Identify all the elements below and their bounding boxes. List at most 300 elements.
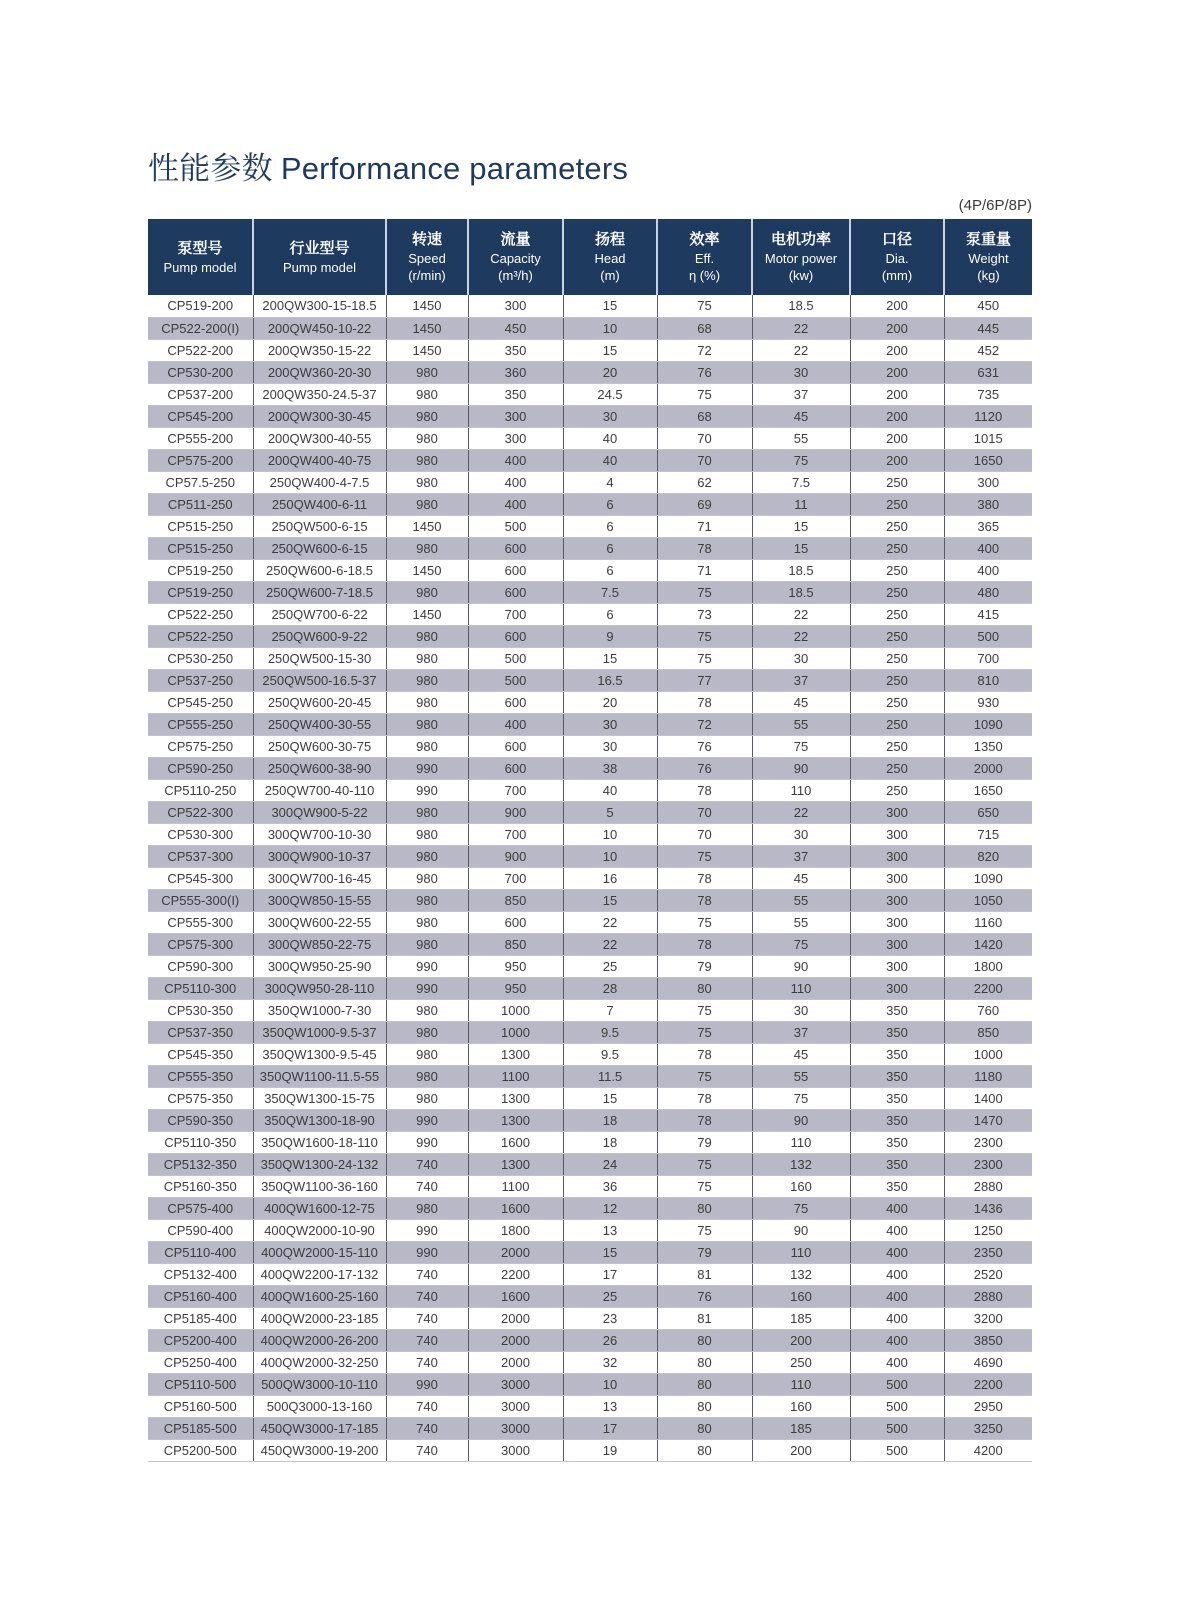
cell: 10 <box>563 1373 657 1395</box>
cell: 350 <box>850 999 944 1021</box>
cell: 500 <box>468 647 563 669</box>
cell: 13 <box>563 1219 657 1241</box>
cell: 980 <box>386 801 468 823</box>
cell: 16.5 <box>563 669 657 691</box>
table-row <box>148 999 1032 1021</box>
column-header-zh: 效率 <box>689 231 720 248</box>
cell: 77 <box>657 669 752 691</box>
cell: 2950 <box>944 1395 1032 1417</box>
cell: 1015 <box>944 427 1032 449</box>
cell: 1470 <box>944 1109 1032 1131</box>
table-row <box>148 757 1032 779</box>
cell: CP519-200 <box>148 295 253 317</box>
cell: 30 <box>563 405 657 427</box>
cell: 500 <box>468 669 563 691</box>
cell: 2200 <box>468 1263 563 1285</box>
cell: 12 <box>563 1197 657 1219</box>
cell: 1450 <box>386 603 468 625</box>
cell: 2000 <box>468 1351 563 1373</box>
cell: 350QW1100-11.5-55 <box>253 1065 386 1087</box>
cell: 360 <box>468 361 563 383</box>
cell: 200 <box>752 1329 850 1351</box>
cell: 78 <box>657 1087 752 1109</box>
column-header-unit: (m) <box>600 268 620 283</box>
cell: 400QW2000-10-90 <box>253 1219 386 1241</box>
cell: 78 <box>657 933 752 955</box>
cell: 250 <box>850 559 944 581</box>
table-row <box>148 361 1032 383</box>
cell: 250 <box>850 713 944 735</box>
cell: 980 <box>386 933 468 955</box>
cell: 80 <box>657 1351 752 1373</box>
cell: CP590-400 <box>148 1219 253 1241</box>
cell: 6 <box>563 537 657 559</box>
cell: 400 <box>468 713 563 735</box>
cell: 400 <box>850 1351 944 1373</box>
cell: 200QW300-30-45 <box>253 405 386 427</box>
cell: 2300 <box>944 1153 1032 1175</box>
cell: CP5132-350 <box>148 1153 253 1175</box>
cell: CP522-200 <box>148 339 253 361</box>
cell: 36 <box>563 1175 657 1197</box>
column-header-unit: (m³/h) <box>498 268 533 283</box>
column-header-zh: 转速 <box>411 231 442 248</box>
cell: 1050 <box>944 889 1032 911</box>
table-row <box>148 1087 1032 1109</box>
cell: 740 <box>386 1395 468 1417</box>
cell: 30 <box>752 647 850 669</box>
table-row <box>148 1329 1032 1351</box>
cell: 400 <box>850 1307 944 1329</box>
table-row <box>148 1065 1032 1087</box>
cell: 75 <box>657 911 752 933</box>
cell: 10 <box>563 823 657 845</box>
cell: 980 <box>386 823 468 845</box>
cell: 250 <box>850 647 944 669</box>
cell: 700 <box>468 603 563 625</box>
cell: 600 <box>468 537 563 559</box>
cell: 75 <box>657 1021 752 1043</box>
cell: 3250 <box>944 1417 1032 1439</box>
cell: 110 <box>752 1241 850 1263</box>
column-header-7 <box>850 219 944 295</box>
table-row <box>148 1373 1032 1395</box>
cell: 30 <box>752 823 850 845</box>
cell: 980 <box>386 1197 468 1219</box>
cell: 250QW600-30-75 <box>253 735 386 757</box>
cell: 740 <box>386 1351 468 1373</box>
cell: 715 <box>944 823 1032 845</box>
catalog-page <box>148 143 1032 1462</box>
cell: 185 <box>752 1307 850 1329</box>
cell: 650 <box>944 801 1032 823</box>
cell: 80 <box>657 1395 752 1417</box>
cell: 250QW600-9-22 <box>253 625 386 647</box>
cell: 1350 <box>944 735 1032 757</box>
cell: CP522-250 <box>148 603 253 625</box>
cell: 40 <box>563 779 657 801</box>
cell: 19 <box>563 1439 657 1461</box>
cell: 1090 <box>944 713 1032 735</box>
column-header-en: Capacity <box>490 251 541 266</box>
cell: 1420 <box>944 933 1032 955</box>
cell: 250QW600-38-90 <box>253 757 386 779</box>
cell: 132 <box>752 1263 850 1285</box>
column-header-3 <box>468 219 563 295</box>
cell: 400QW2000-26-200 <box>253 1329 386 1351</box>
cell: 250QW700-6-22 <box>253 603 386 625</box>
cell: 22 <box>752 603 850 625</box>
column-header-unit: (kg) <box>977 268 1000 283</box>
cell: 452 <box>944 339 1032 361</box>
cell: 250 <box>850 669 944 691</box>
cell: 990 <box>386 1219 468 1241</box>
cell: 1300 <box>468 1087 563 1109</box>
cell: 250 <box>850 757 944 779</box>
cell: 110 <box>752 977 850 999</box>
cell: 980 <box>386 735 468 757</box>
cell: 15 <box>563 295 657 317</box>
cell: 3000 <box>468 1439 563 1461</box>
cell: 450 <box>944 295 1032 317</box>
cell: 350 <box>850 1153 944 1175</box>
cell: 200 <box>850 317 944 339</box>
cell: 250QW600-7-18.5 <box>253 581 386 603</box>
cell: 110 <box>752 1373 850 1395</box>
cell: CP5110-250 <box>148 779 253 801</box>
pole-configuration-note: (4P/6P/8P) <box>958 197 1032 214</box>
cell: 600 <box>468 911 563 933</box>
cell: CP545-200 <box>148 405 253 427</box>
cell: CP5132-400 <box>148 1263 253 1285</box>
cell: CP555-350 <box>148 1065 253 1087</box>
column-header-en: Speed <box>408 251 446 266</box>
cell: 10 <box>563 845 657 867</box>
cell: 350QW1100-36-160 <box>253 1175 386 1197</box>
cell: 2350 <box>944 1241 1032 1263</box>
cell: 45 <box>752 1043 850 1065</box>
cell: 990 <box>386 1109 468 1131</box>
cell: 250 <box>850 735 944 757</box>
cell: CP5160-500 <box>148 1395 253 1417</box>
cell: 740 <box>386 1285 468 1307</box>
cell: 740 <box>386 1175 468 1197</box>
cell: 990 <box>386 1131 468 1153</box>
cell: 300QW700-16-45 <box>253 867 386 889</box>
cell: CP515-250 <box>148 515 253 537</box>
cell: 1000 <box>468 1021 563 1043</box>
cell: 400 <box>468 493 563 515</box>
table-row <box>148 427 1032 449</box>
table-row <box>148 1109 1032 1131</box>
cell: 17 <box>563 1263 657 1285</box>
cell: 980 <box>386 647 468 669</box>
cell: 400 <box>850 1197 944 1219</box>
cell: 600 <box>468 757 563 779</box>
cell: 631 <box>944 361 1032 383</box>
cell: 1400 <box>944 1087 1032 1109</box>
cell: 45 <box>752 867 850 889</box>
column-header-en: Pump model <box>283 259 356 275</box>
cell: 72 <box>657 713 752 735</box>
cell: 200 <box>850 427 944 449</box>
cell: 200 <box>850 449 944 471</box>
table-row <box>148 1197 1032 1219</box>
cell: 300 <box>944 471 1032 493</box>
cell: 160 <box>752 1395 850 1417</box>
cell: 300 <box>468 427 563 449</box>
cell: 300QW700-10-30 <box>253 823 386 845</box>
cell: CP545-350 <box>148 1043 253 1065</box>
cell: 6 <box>563 515 657 537</box>
cell: 400 <box>850 1219 944 1241</box>
cell: CP519-250 <box>148 581 253 603</box>
cell: 81 <box>657 1307 752 1329</box>
cell: 980 <box>386 1043 468 1065</box>
table-row <box>148 537 1032 559</box>
cell: 250QW400-30-55 <box>253 713 386 735</box>
cell: 9.5 <box>563 1043 657 1065</box>
table-row <box>148 933 1032 955</box>
cell: 1800 <box>468 1219 563 1241</box>
cell: 300QW850-15-55 <box>253 889 386 911</box>
cell: 3850 <box>944 1329 1032 1351</box>
cell: 78 <box>657 779 752 801</box>
cell: 6 <box>563 603 657 625</box>
cell: 73 <box>657 603 752 625</box>
table-row <box>148 845 1032 867</box>
cell: 25 <box>563 955 657 977</box>
cell: 200QW300-15-18.5 <box>253 295 386 317</box>
cell: 400 <box>850 1263 944 1285</box>
column-header-6 <box>752 219 850 295</box>
cell: 110 <box>752 779 850 801</box>
cell: 55 <box>752 713 850 735</box>
cell: 740 <box>386 1263 468 1285</box>
cell: 700 <box>468 823 563 845</box>
table-row <box>148 1285 1032 1307</box>
cell: 37 <box>752 845 850 867</box>
table-row <box>148 1417 1032 1439</box>
cell: 75 <box>657 1219 752 1241</box>
cell: 980 <box>386 405 468 427</box>
column-header-4 <box>563 219 657 295</box>
cell: 450 <box>468 317 563 339</box>
cell: 250QW500-16.5-37 <box>253 669 386 691</box>
cell: 850 <box>468 889 563 911</box>
cell: 450QW3000-19-200 <box>253 1439 386 1461</box>
table-row <box>148 295 1032 317</box>
cell: 200 <box>850 339 944 361</box>
cell: 400QW2000-23-185 <box>253 1307 386 1329</box>
cell: 23 <box>563 1307 657 1329</box>
cell: CP5110-300 <box>148 977 253 999</box>
cell: 980 <box>386 713 468 735</box>
cell: 990 <box>386 779 468 801</box>
cell: 55 <box>752 1065 850 1087</box>
cell: 68 <box>657 405 752 427</box>
cell: 350QW1300-15-75 <box>253 1087 386 1109</box>
cell: 250 <box>850 581 944 603</box>
cell: 1600 <box>468 1197 563 1219</box>
table-row <box>148 339 1032 361</box>
cell: 930 <box>944 691 1032 713</box>
cell: 700 <box>944 647 1032 669</box>
cell: 22 <box>752 801 850 823</box>
cell: 600 <box>468 559 563 581</box>
cell: 950 <box>468 955 563 977</box>
cell: 30 <box>752 999 850 1021</box>
cell: 980 <box>386 383 468 405</box>
cell: CP5250-400 <box>148 1351 253 1373</box>
cell: CP555-300(I) <box>148 889 253 911</box>
cell: 400QW1600-25-160 <box>253 1285 386 1307</box>
table-body <box>148 295 1032 1461</box>
cell: 3000 <box>468 1373 563 1395</box>
cell: CP537-250 <box>148 669 253 691</box>
cell: 300 <box>468 405 563 427</box>
cell: 300 <box>850 933 944 955</box>
cell: 300 <box>850 845 944 867</box>
table-row <box>148 625 1032 647</box>
cell: 740 <box>386 1417 468 1439</box>
cell: CP575-400 <box>148 1197 253 1219</box>
cell: 980 <box>386 1021 468 1043</box>
cell: 1450 <box>386 295 468 317</box>
cell: 22 <box>752 317 850 339</box>
cell: 24 <box>563 1153 657 1175</box>
table-row <box>148 317 1032 339</box>
cell: 990 <box>386 1241 468 1263</box>
cell: CP5200-500 <box>148 1439 253 1461</box>
cell: 980 <box>386 493 468 515</box>
cell: 90 <box>752 955 850 977</box>
cell: 980 <box>386 999 468 1021</box>
cell: 75 <box>657 295 752 317</box>
cell: 15 <box>563 339 657 361</box>
table-row <box>148 1351 1032 1373</box>
table-row <box>148 1043 1032 1065</box>
cell: 980 <box>386 1065 468 1087</box>
table-row <box>148 955 1032 977</box>
cell: 1090 <box>944 867 1032 889</box>
cell: 78 <box>657 1043 752 1065</box>
cell: 110 <box>752 1131 850 1153</box>
cell: 980 <box>386 361 468 383</box>
cell: 990 <box>386 955 468 977</box>
cell: 980 <box>386 691 468 713</box>
column-header-en: Weight <box>968 251 1009 266</box>
cell: 37 <box>752 1021 850 1043</box>
cell: 200 <box>850 405 944 427</box>
cell: 3200 <box>944 1307 1032 1329</box>
cell: 980 <box>386 911 468 933</box>
header-row <box>148 219 1032 295</box>
cell: 450QW3000-17-185 <box>253 1417 386 1439</box>
table-row <box>148 911 1032 933</box>
cell: 75 <box>657 581 752 603</box>
cell: 980 <box>386 581 468 603</box>
table-row <box>148 1131 1032 1153</box>
cell: 22 <box>752 625 850 647</box>
cell: 75 <box>657 625 752 647</box>
cell: 350QW1600-18-110 <box>253 1131 386 1153</box>
page-title-en: Performance parameters <box>280 151 629 186</box>
cell: 990 <box>386 757 468 779</box>
cell: 32 <box>563 1351 657 1373</box>
cell: 250 <box>850 603 944 625</box>
table-header <box>148 219 1032 295</box>
column-header-8 <box>944 219 1032 295</box>
cell: 380 <box>944 493 1032 515</box>
cell: CP530-200 <box>148 361 253 383</box>
cell: 28 <box>563 977 657 999</box>
cell: 350 <box>850 1109 944 1131</box>
cell: 500 <box>850 1417 944 1439</box>
cell: 75 <box>752 449 850 471</box>
cell: 400 <box>944 537 1032 559</box>
cell: 350QW1300-9.5-45 <box>253 1043 386 1065</box>
cell: CP5185-500 <box>148 1417 253 1439</box>
cell: 1800 <box>944 955 1032 977</box>
cell: 300 <box>850 955 944 977</box>
cell: 2000 <box>468 1307 563 1329</box>
cell: 40 <box>563 449 657 471</box>
cell: 1000 <box>468 999 563 1021</box>
cell: 71 <box>657 515 752 537</box>
cell: 250QW600-6-18.5 <box>253 559 386 581</box>
table-row <box>148 581 1032 603</box>
cell: 350 <box>850 1087 944 1109</box>
cell: 500Q3000-13-160 <box>253 1395 386 1417</box>
cell: 1100 <box>468 1065 563 1087</box>
cell: CP575-200 <box>148 449 253 471</box>
cell: 300QW950-25-90 <box>253 955 386 977</box>
cell: 365 <box>944 515 1032 537</box>
cell: 250 <box>752 1351 850 1373</box>
cell: 1450 <box>386 317 468 339</box>
cell: 200 <box>752 1439 850 1461</box>
table-row <box>148 449 1032 471</box>
cell: 350 <box>850 1175 944 1197</box>
cell: 980 <box>386 537 468 559</box>
cell: CP5160-350 <box>148 1175 253 1197</box>
cell: 600 <box>468 581 563 603</box>
table-row <box>148 1219 1032 1241</box>
cell: 250QW600-20-45 <box>253 691 386 713</box>
cell: 400 <box>468 449 563 471</box>
cell: 300 <box>850 801 944 823</box>
cell: 40 <box>563 427 657 449</box>
cell: 500 <box>850 1373 944 1395</box>
cell: 900 <box>468 801 563 823</box>
cell: 810 <box>944 669 1032 691</box>
column-header-1 <box>253 219 386 295</box>
cell: 80 <box>657 977 752 999</box>
cell: 2880 <box>944 1285 1032 1307</box>
cell: 1250 <box>944 1219 1032 1241</box>
cell: CP522-250 <box>148 625 253 647</box>
cell: 3000 <box>468 1417 563 1439</box>
table-row <box>148 1241 1032 1263</box>
cell: 2520 <box>944 1263 1032 1285</box>
column-header-zh: 电机功率 <box>770 231 831 248</box>
cell: CP5185-400 <box>148 1307 253 1329</box>
cell: 7.5 <box>563 581 657 603</box>
cell: 700 <box>468 867 563 889</box>
cell: 250 <box>850 691 944 713</box>
cell: 250 <box>850 515 944 537</box>
